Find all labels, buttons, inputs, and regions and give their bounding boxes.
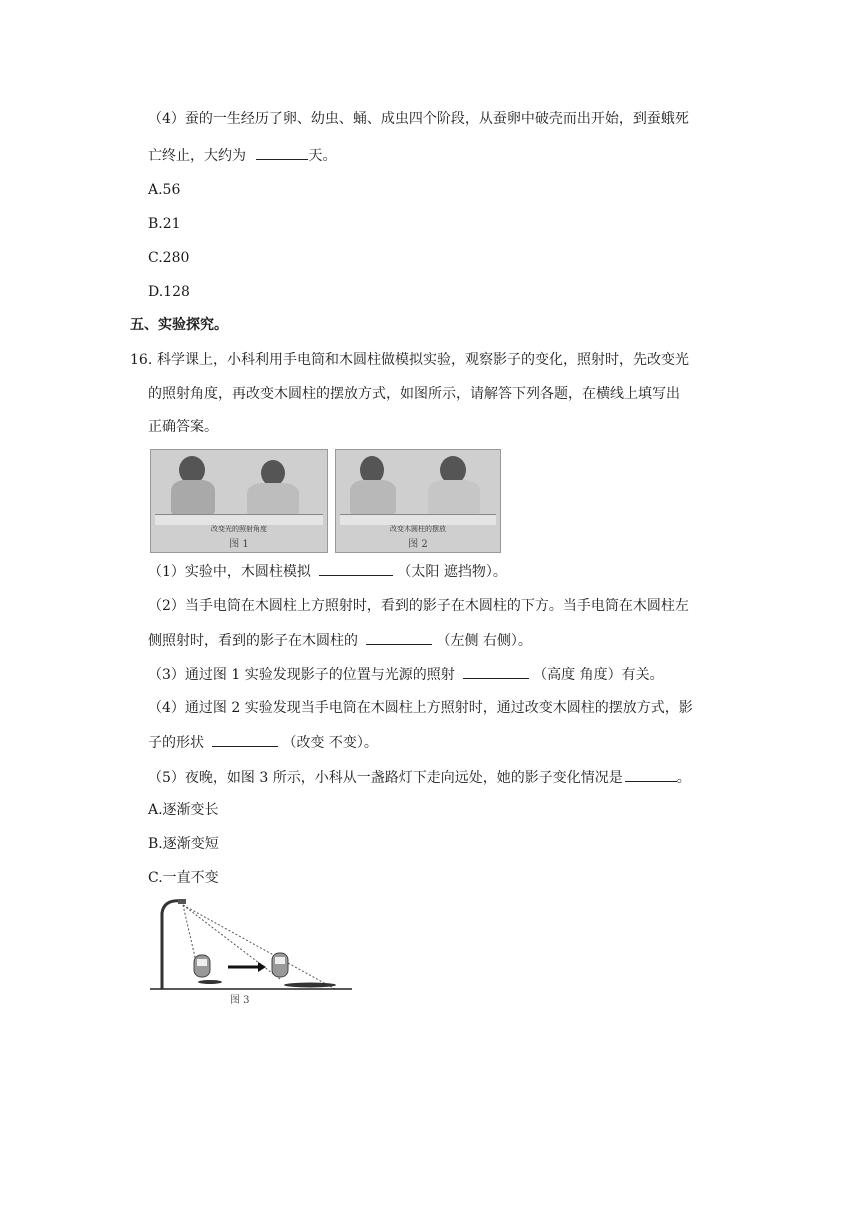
figure-1-photo xyxy=(150,449,328,553)
q16-sub5-blank[interactable] xyxy=(625,767,677,782)
q16-sub4-line2 xyxy=(148,732,378,753)
q16-sub5-post: 。 xyxy=(676,770,691,786)
q16-sub3-blank[interactable] xyxy=(463,664,529,679)
q4-option-c[interactable]: C.280 xyxy=(148,250,190,266)
q16-option-c[interactable]: C.一直不变 xyxy=(148,870,219,886)
q4-stem-line2-pre: 亡终止，大约为 xyxy=(148,148,246,164)
q4-option-a[interactable]: A.56 xyxy=(148,182,181,198)
q16-sub2-post: （左侧 右侧）。 xyxy=(436,633,532,649)
q4-answer-blank[interactable] xyxy=(256,145,308,160)
q16-sub4-line1: （4）通过图 2 实验发现当手电筒在木圆柱上方照射时，通过改变木圆柱的摆放方式，影 xyxy=(148,700,693,716)
q4-option-b[interactable]: B.21 xyxy=(148,216,181,232)
q16-sub4-post: （改变 不变）。 xyxy=(282,735,378,751)
q16-sub2-line2 xyxy=(148,630,532,651)
q16-number: 16. xyxy=(130,352,153,368)
figure-1-label: 图 1 xyxy=(229,539,249,550)
q16-sub1 xyxy=(148,561,507,582)
figure-3-drawing xyxy=(150,893,352,1005)
q16-sub5-pre: （5）夜晚，如图 3 所示，小科从一盏路灯下走向远处，她的影子变化情况是 xyxy=(148,770,623,786)
q16-sub1-pre: （1）实验中，木圆柱模拟 xyxy=(148,564,311,580)
q16-sub2-line1: （2）当手电筒在木圆柱上方照射时，看到的影子在木圆柱的下方。当手电筒在木圆柱左 xyxy=(148,598,689,614)
q16-sub4-blank[interactable] xyxy=(212,732,278,747)
q16-sub2-pre: 侧照射时，看到的影子在木圆柱的 xyxy=(148,633,358,649)
figure-2-photo xyxy=(335,449,501,553)
figure-2-caption: 改变木圆柱的摆放 xyxy=(390,525,446,533)
q16-sub2-blank[interactable] xyxy=(366,630,432,645)
q16-stem-line2: 的照射角度，再改变木圆柱的摆放方式，如图所示，请解答下列各题，在横线上填写出 xyxy=(148,386,680,402)
figure-3 xyxy=(150,893,352,1005)
q4-option-d[interactable]: D.128 xyxy=(148,284,190,300)
q16-stem-line1: 科学课上，小科利用手电筒和木圆柱做模拟实验，观察影子的变化，照射时，先改变光 xyxy=(157,352,689,368)
figure-3-label: 图 3 xyxy=(230,995,250,1006)
section-title: 五、实验探究。 xyxy=(130,317,228,333)
figure-2-label: 图 2 xyxy=(408,539,428,550)
q16-stem-line3: 正确答案。 xyxy=(148,419,218,435)
q16-option-b[interactable]: B.逐渐变短 xyxy=(148,836,219,852)
q4-stem-line1: （4）蚕的一生经历了卵、幼虫、蛹、成虫四个阶段，从蚕卵中破壳而出开始，到蚕蛾死 xyxy=(148,111,689,127)
q16-sub3-post: （高度 角度）有关。 xyxy=(533,667,664,683)
q4-stem-line2 xyxy=(148,145,336,166)
q16-sub3-pre: （3）通过图 1 实验发现影子的位置与光源的照射 xyxy=(148,667,455,683)
q16-sub4-pre: 子的形状 xyxy=(148,735,204,751)
q4-stem-line2-post: 天。 xyxy=(308,148,337,164)
q16-sub1-post: （太阳 遮挡物）。 xyxy=(397,564,507,580)
q16-sub3 xyxy=(148,664,664,685)
q16-sub5 xyxy=(148,767,691,788)
figure-1-caption: 改变光的照射角度 xyxy=(211,525,267,533)
q16-option-a[interactable]: A.逐渐变长 xyxy=(148,802,219,818)
q16-sub1-blank[interactable] xyxy=(319,561,393,576)
